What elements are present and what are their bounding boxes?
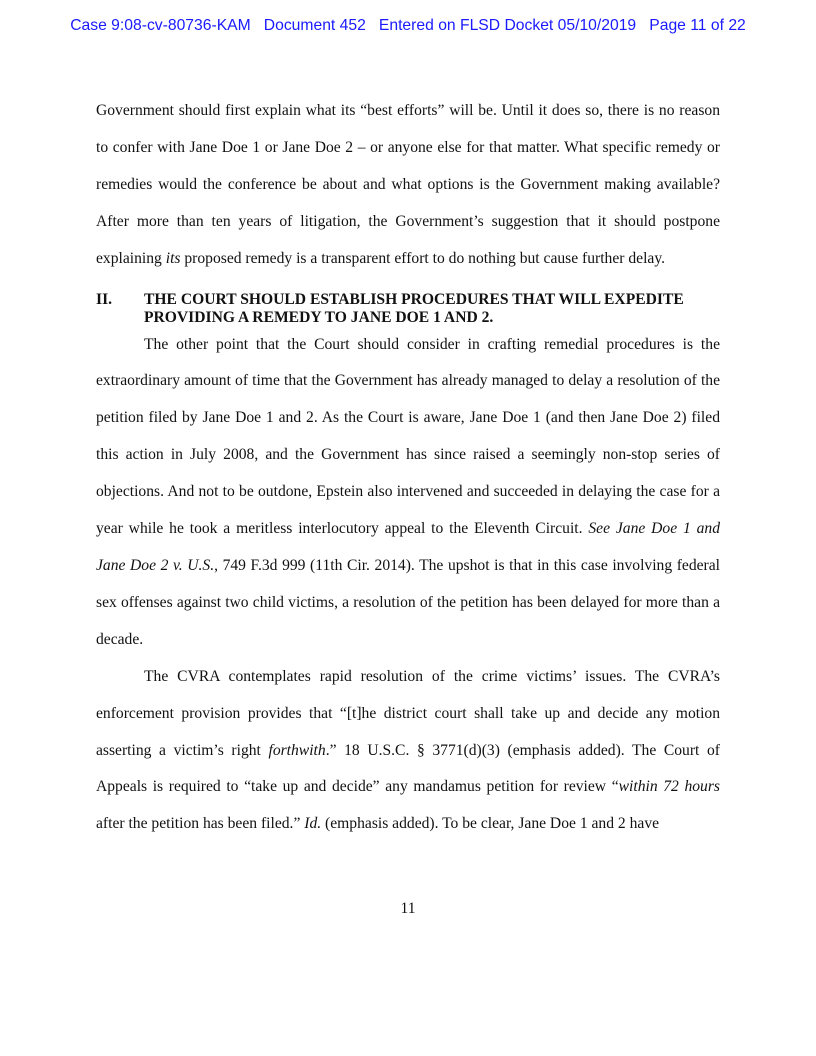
page-number: 11 (400, 900, 416, 917)
section-heading (96, 291, 720, 327)
text-run: The CVRA contemplates rapid resolution of the crime victims’ issues. The CVRA’s enforcement provision provides that “[t]he district court shall take up and decide any motion asserting a victim’s right (96, 667, 720, 759)
text-run: (emphasis added). To be clear, Jane Doe 1 and 2 have (321, 815, 660, 833)
italic-text-run: its (165, 249, 181, 267)
section-title: THE COURT SHOULD ESTABLISH PROCEDURES THAT WILL EXPEDITE PROVIDING A REMEDY TO JANE DOE 1 AND 2. (144, 290, 684, 326)
text-run: proposed remedy is a transparent effort to do nothing but cause further delay. (180, 249, 666, 267)
italic-text-run: forthwith (268, 741, 326, 759)
section-number: II. (96, 290, 113, 308)
text-run: .” 18 U.S.C. § 3771(d)(3) (emphasis added). The Court of Appeals is required to “take up and decide” any mandamus petition for review “ (96, 741, 720, 796)
text-run: The other point that the Court should consider in crafting remedial procedures is the extraordinary amount of time that the Government has already managed to delay a resolution of the petition filed by Jane Doe 1 and 2. As the Court is aware, Jane Doe 1 (and then Jane Doe 2) filed this action in July 2008, and the Government has since raised a seemingly non-stop series of objections. And not to be outdone, Epstein also intervened and succeeded in delaying the case for a year while he took a meritless interlocutory appeal to the Eleventh Circuit. (96, 335, 720, 538)
page-indicator: Page 11 of 22 (649, 17, 746, 34)
paragraph-3 (96, 659, 720, 844)
case-number: Case 9:08-cv-80736-KAM (70, 17, 251, 34)
document-number: Document 452 (263, 17, 366, 34)
italic-text-run: Id. (304, 815, 322, 833)
paragraph-1 (96, 93, 720, 278)
text-run: , 749 F.3d 999 (11th Cir. 2014). The upshot is that in this case involving federal sex offenses against two child victims, a resolution of the petition has been delayed for more than a decade. (96, 556, 720, 648)
italic-text-run: See Jane Doe 1 and Jane Doe 2 v. U.S. (96, 520, 720, 574)
italic-text-run: within 72 hours (618, 778, 720, 796)
document-body (96, 93, 720, 843)
docket-header (0, 17, 816, 35)
text-run: after the petition has been filed.” (96, 815, 305, 833)
text-run: Government should first explain what its “best efforts” will be. Until it does so, there is no reason to confer with Jane Doe 1 or Jane Doe 2 – or anyone else for that matter. What specific remedy or remedies would the conference be about and what options is the Government making available? After more than ten years of litigation, the Government’s suggestion that it should postpone explaining (96, 102, 720, 267)
paragraph-2 (96, 327, 720, 659)
docket-entry: Entered on FLSD Docket 05/10/2019 (378, 17, 637, 34)
